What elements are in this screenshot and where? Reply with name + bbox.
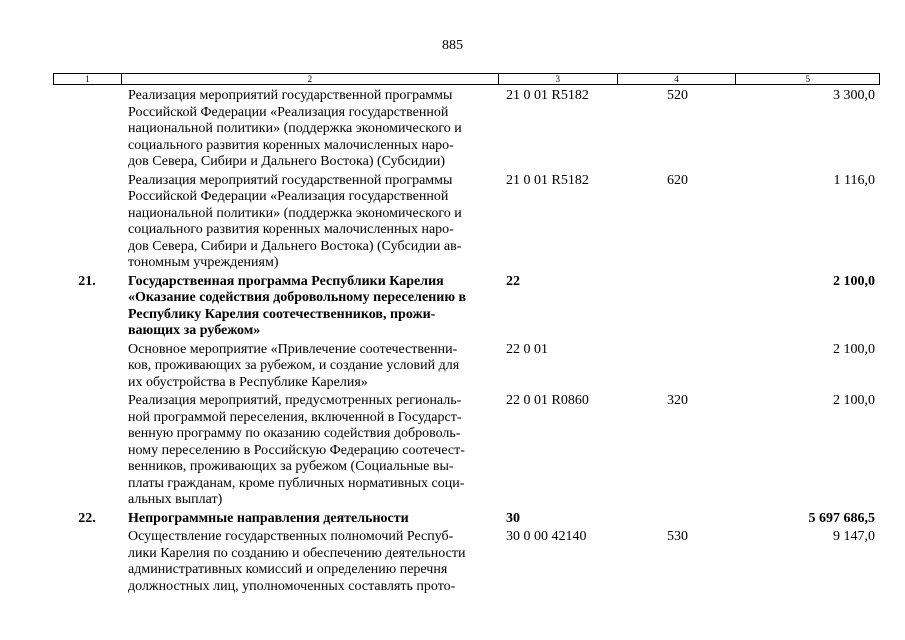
row-name-line: Непрограммные направления деятельности [128, 510, 409, 526]
row-name-line: дов Севера, Сибири и Дальнего Востока) (Субсидии ав- [128, 238, 462, 254]
row-name [121, 274, 499, 340]
row-amount: 9 147,0 [833, 529, 875, 544]
row-name [121, 511, 499, 528]
row-number [53, 393, 121, 509]
header-col-1: 1 [54, 74, 122, 84]
row-code: 30 [506, 510, 520, 526]
table-row [53, 342, 880, 392]
budget-table-body [53, 88, 880, 595]
row-number [53, 529, 121, 595]
row-name [121, 88, 499, 171]
row-number: 22. [78, 510, 96, 526]
row-name-line: вающих за рубежом» [128, 323, 261, 338]
row-name-line: социального развития коренных малочисленных наро- [128, 222, 454, 237]
row-name-line: альных выплат) [128, 492, 223, 507]
row-name-line: «Оказание содействия добровольному переселению в [128, 290, 467, 305]
row-code: 21 0 01 R5182 [506, 172, 589, 188]
row-code: 22 0 01 [506, 341, 548, 357]
row-code: 21 0 01 R5182 [506, 88, 589, 103]
row-number [53, 342, 121, 392]
row-expense-type: 520 [667, 88, 688, 103]
row-name-line: национальной политики» (поддержка экономического и [128, 205, 462, 221]
row-amount: 2 100,0 [833, 341, 875, 357]
header-col-5: 5 [805, 74, 810, 84]
row-name [121, 342, 499, 392]
row-code: 30 0 00 42140 [506, 529, 587, 544]
row-name-line: Российской Федерации «Реализация государственной [128, 189, 449, 204]
row-name-line: ному переселению в Российскую Федерацию соотечест- [128, 442, 465, 458]
row-name-line: Реализация мероприятий государственной программы [128, 172, 453, 188]
row-number [53, 173, 121, 272]
row-name-line: Российской Федерации «Реализация государственной [128, 104, 449, 120]
table-header-row [53, 73, 880, 85]
row-name-line: социального развития коренных малочисленных наро- [128, 137, 454, 153]
row-name-line: дов Севера, Сибири и Дальнего Востока) (Субсидии) [128, 154, 446, 169]
row-name-line: Реализация мероприятий государственной программы [128, 88, 453, 103]
row-name-line: должностных лиц, уполномоченных составлять прото- [128, 578, 456, 594]
row-name-line: Республику Карелия соотечественников, прожи- [128, 306, 436, 322]
row-name [121, 393, 499, 509]
row-name-line: национальной политики» (поддержка экономического и [128, 121, 462, 136]
table-row [53, 274, 880, 340]
row-name-line: венников, проживающих за рубежом (Социальные вы- [128, 459, 454, 474]
header-col-3: 3 [499, 74, 618, 84]
row-name-line: Основное мероприятие «Привлечение соотечественни- [128, 341, 458, 357]
row-name [121, 529, 499, 595]
row-number: 21. [78, 273, 96, 289]
row-amount: 1 116,0 [833, 172, 875, 188]
row-name-line: Осуществление государственных полномочий Респуб- [128, 529, 454, 544]
row-name-line: платы гражданам, кроме публичных нормативных соци- [128, 475, 465, 491]
row-expense-type [618, 511, 737, 528]
row-name-line: ков, проживающих за рубежом, и создание условий для [128, 358, 460, 373]
row-expense-type [618, 274, 737, 340]
table-row [53, 173, 880, 272]
row-name [121, 173, 499, 272]
row-expense-type: 620 [667, 172, 688, 188]
row-expense-type: 320 [667, 393, 688, 408]
row-number [53, 88, 121, 171]
row-name-line: ной программой переселения, включенной в Государст- [128, 409, 462, 425]
header-col-4: 4 [618, 74, 737, 84]
row-name-line: их обустройства в Республике Карелия» [128, 374, 368, 390]
row-name-line: административных комиссий и определению перечня [128, 562, 448, 577]
row-name-line: лики Карелия по созданию и обеспечению деятельности [128, 545, 466, 561]
table-row [53, 393, 880, 509]
row-name-line: Государственная программа Республики Карелия [128, 273, 444, 289]
row-code: 22 [506, 273, 520, 289]
row-amount: 5 697 686,5 [808, 510, 875, 526]
row-expense-type: 530 [667, 529, 688, 544]
row-code: 22 0 01 R0860 [506, 393, 589, 408]
row-expense-type [618, 342, 737, 392]
row-amount: 2 100,0 [833, 393, 875, 408]
row-name-line: Реализация мероприятий, предусмотренных региональ- [128, 393, 462, 408]
table-row [53, 88, 880, 171]
row-amount: 3 300,0 [833, 88, 875, 103]
header-col-2: 2 [122, 74, 499, 84]
table-row [53, 529, 880, 595]
row-name-line: венную программу по оказанию содействия доброволь- [128, 426, 461, 441]
table-row [53, 511, 880, 528]
page-number: 885 [442, 38, 463, 53]
row-name-line: тономным учреждениям) [128, 255, 279, 270]
row-amount: 2 100,0 [833, 273, 875, 289]
